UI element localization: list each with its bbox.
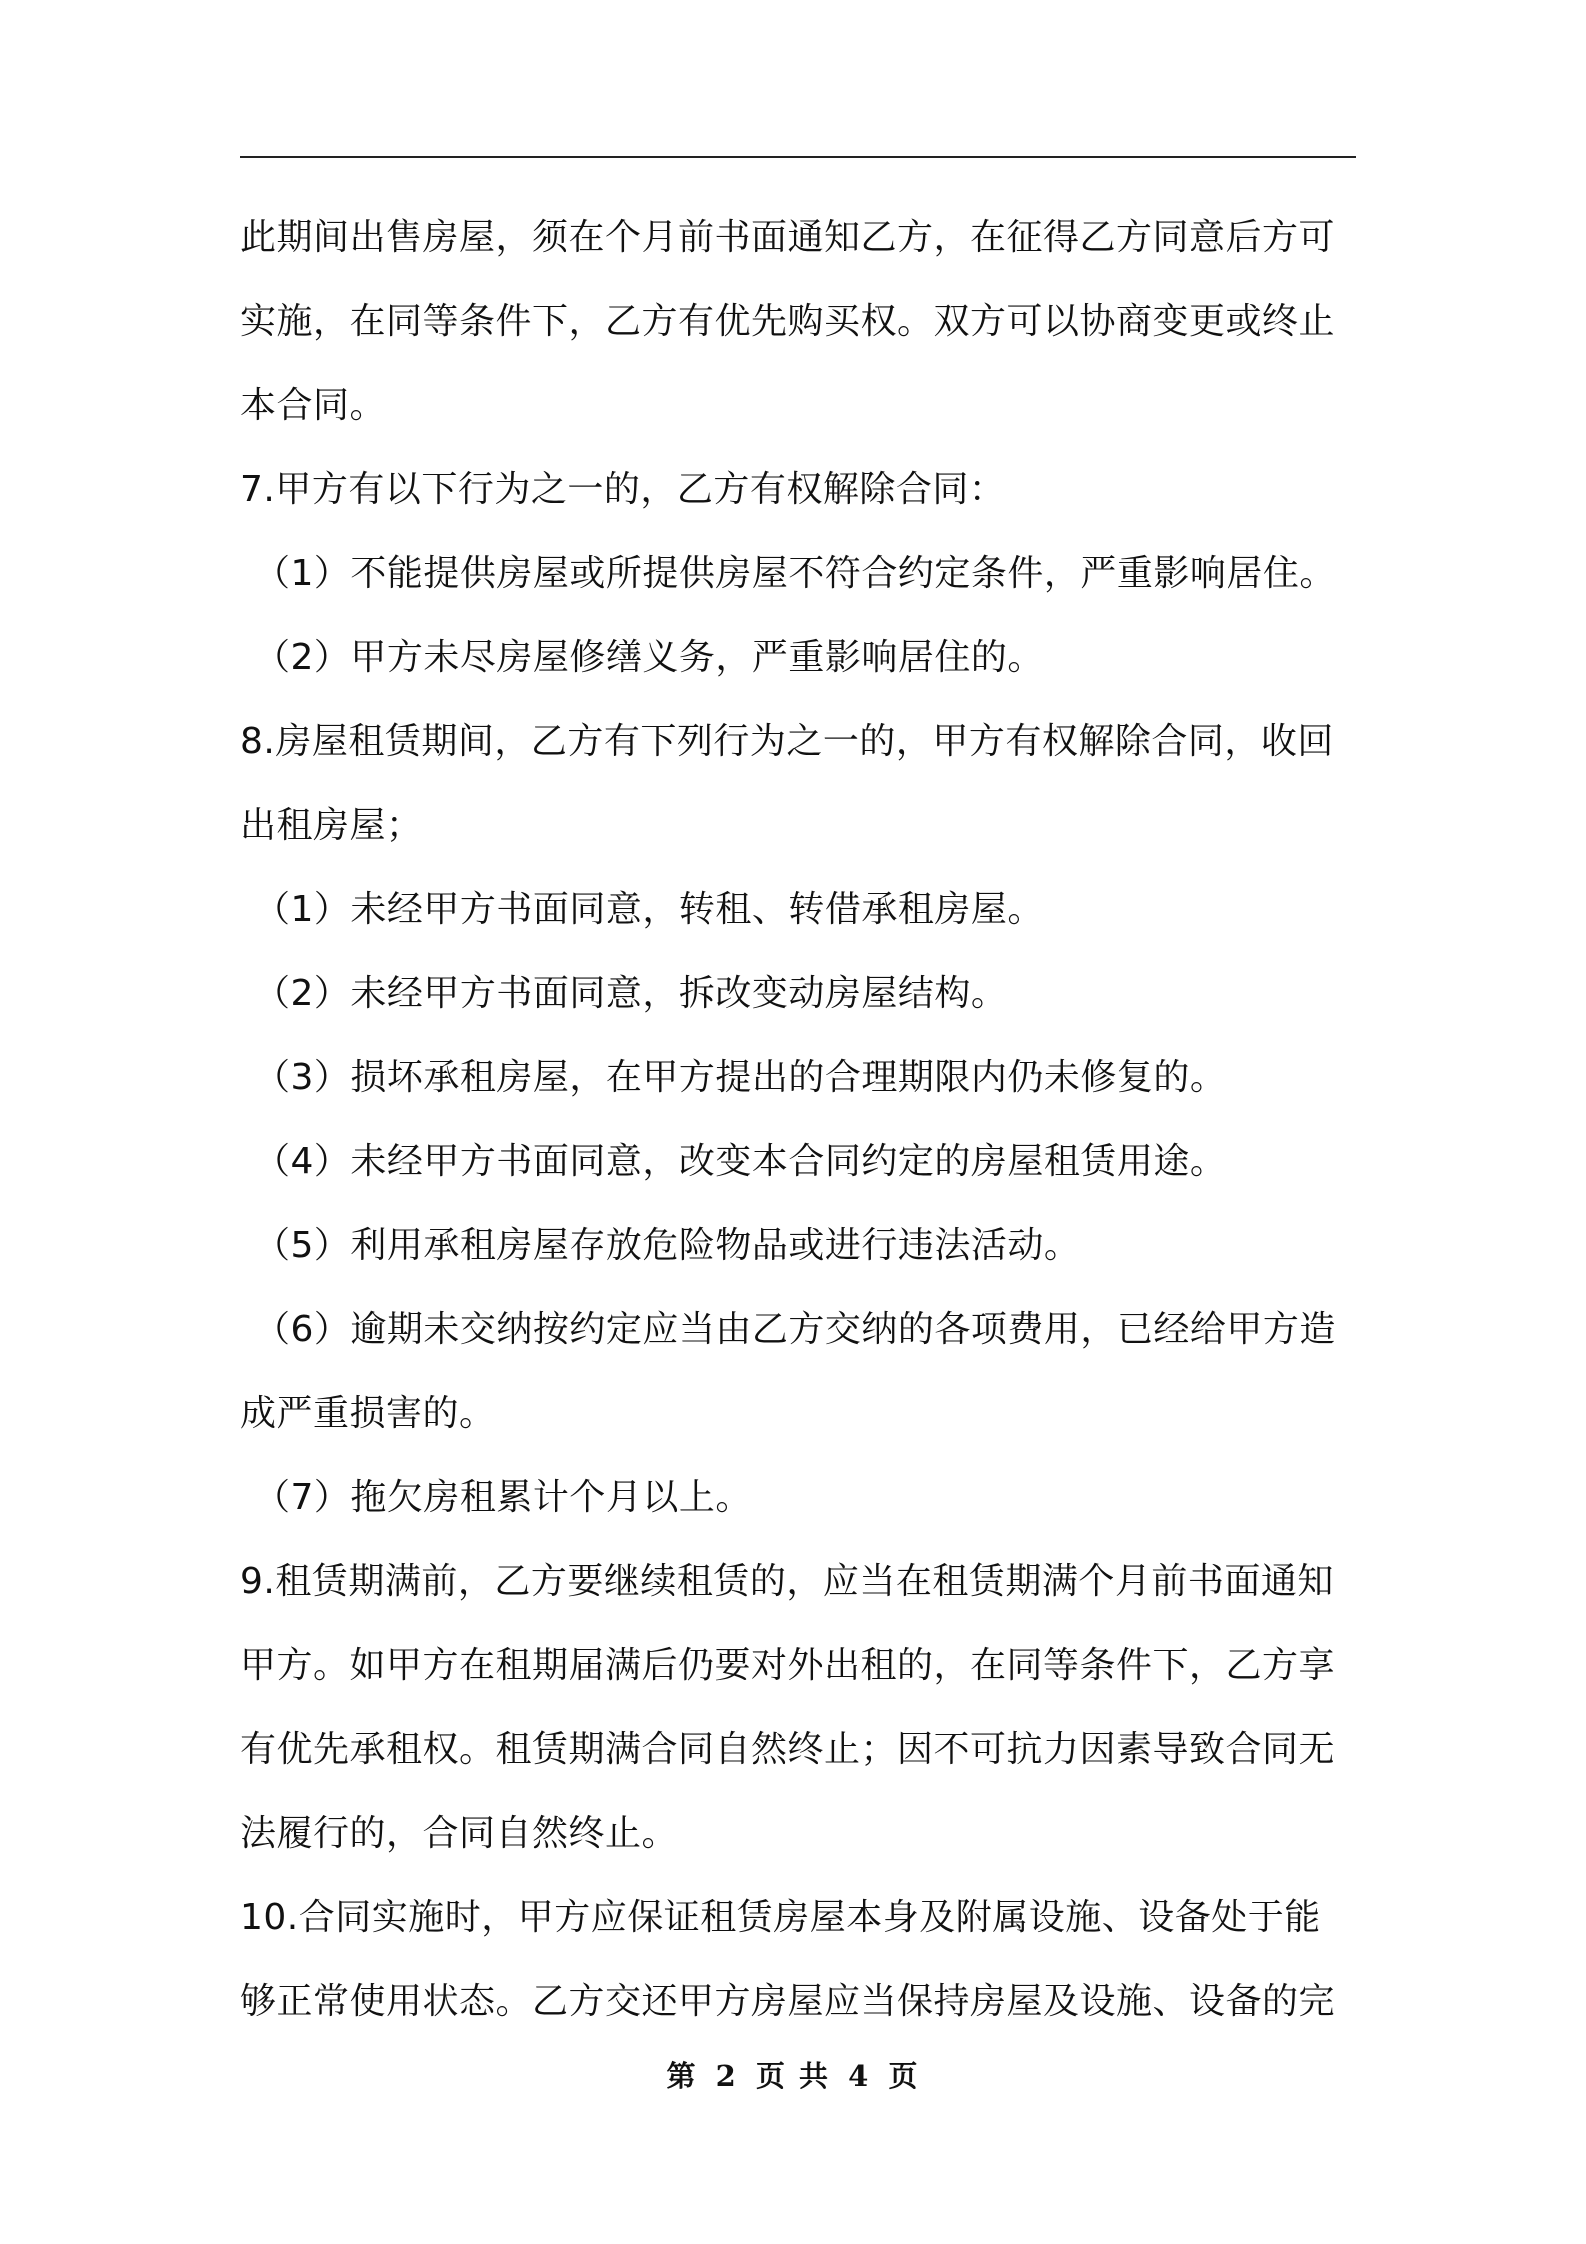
text-line: 甲方。如甲方在租期届满后仍要对外出租的，在同等条件下，乙方享 — [240, 1645, 1336, 1686]
text-line: 出租房屋； — [240, 805, 423, 846]
text-line: 法履行的，合同自然终止。 — [240, 1813, 679, 1854]
text-line: 有优先承租权。租赁期满合同自然终止；因不可抗力因素导致合同无 — [240, 1729, 1336, 1770]
sub-item: （7）拖欠房租累计个月以上。 — [254, 1477, 752, 1518]
sub-item: （4）未经甲方书面同意，改变本合同约定的房屋租赁用途。 — [254, 1141, 1227, 1182]
footer-middle: 页 共 — [755, 2059, 831, 2093]
text-line: 此期间出售房屋，须在个月前书面通知乙方，在征得乙方同意后方可 — [240, 217, 1336, 258]
sub-item: （2）未经甲方书面同意，拆改变动房屋结构。 — [254, 973, 1008, 1014]
text-line: 本合同。 — [240, 385, 387, 426]
clause-heading-10: 10.合同实施时，甲方应保证租赁房屋本身及附属设施、设备处于能 — [240, 1897, 1321, 1938]
sub-item: （1）未经甲方书面同意，转租、转借承租房屋。 — [254, 889, 1044, 930]
sub-item: （6）逾期未交纳按约定应当由乙方交纳的各项费用，已经给甲方造 — [254, 1309, 1336, 1350]
clause-heading-7: 7.甲方有以下行为之一的，乙方有权解除合同： — [240, 469, 1006, 510]
footer-prefix: 第 — [666, 2059, 698, 2093]
footer-suffix: 页 — [888, 2059, 920, 2093]
clause-heading-9: 9.租赁期满前，乙方要继续租赁的，应当在租赁期满个月前书面通知 — [240, 1561, 1334, 1602]
document-body — [240, 196, 1360, 2044]
clause-heading-8: 8.房屋租赁期间，乙方有下列行为之一的，甲方有权解除合同，收回 — [240, 721, 1334, 762]
text-line: 够正常使用状态。乙方交还甲方房屋应当保持房屋及设施、设备的完 — [240, 1981, 1336, 2022]
page-footer — [0, 2054, 1586, 2095]
text-line: 成严重损害的。 — [240, 1393, 496, 1434]
sub-item: （1）不能提供房屋或所提供房屋不符合约定条件，严重影响居住。 — [254, 553, 1336, 594]
sub-item: （5）利用承租房屋存放危险物品或进行违法活动。 — [254, 1225, 1081, 1266]
header-rule — [240, 156, 1356, 158]
sub-item: （3）损坏承租房屋，在甲方提出的合理期限内仍未修复的。 — [254, 1057, 1227, 1098]
text-line: 实施，在同等条件下，乙方有优先购买权。双方可以协商变更或终止 — [240, 301, 1336, 342]
sub-item: （2）甲方未尽房屋修缮义务，严重影响居住的。 — [254, 637, 1044, 678]
current-page-number: 2 — [715, 2059, 738, 2093]
total-page-count: 4 — [848, 2059, 871, 2093]
